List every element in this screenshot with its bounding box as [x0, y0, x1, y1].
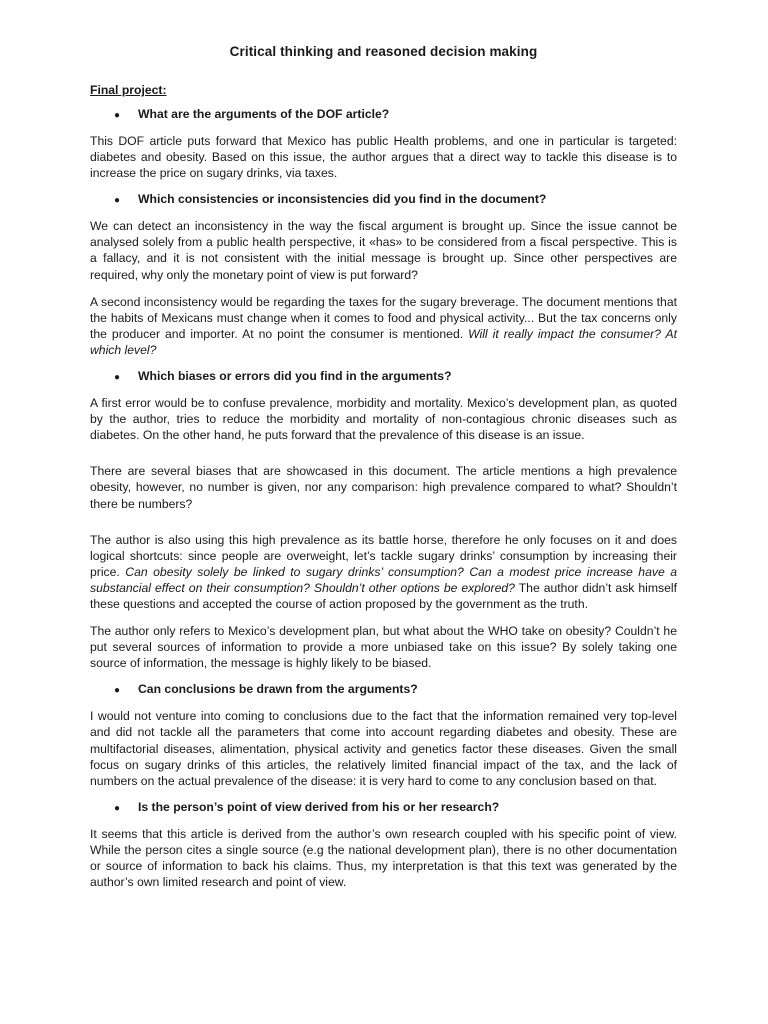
bullet-icon: ● — [114, 110, 121, 121]
question-text: Can conclusions be drawn from the arguments? — [138, 682, 418, 697]
question-heading — [90, 800, 677, 814]
answer-paragraph: I would not venture into coming to conclusions due to the fact that the information remained very top-level and did not tackle all the parameters that come into account regarding diabetes and obesity. These are multifactorial diseases, alimentation, physical activity and genetics factor these diseases. Given the small focus on sugary drinks of this articles, the relatively limited financial impact of the tax, and the lack of numbers on the actual prevalence of the disease: it is very hard to come to any conclusion based on that. — [90, 709, 677, 788]
question-text: Is the person’s point of view derived from his or her research? — [138, 799, 500, 814]
question-text: Which consistencies or inconsistencies did you find in the document? — [138, 192, 547, 207]
answer-paragraph: This DOF article puts forward that Mexico has public Health problems, and one in particular is targeted: diabetes and obesity. Based on this issue, the author argues that a direct way to tackle this disease is to increase the price on sugary drinks, via taxes. — [90, 134, 677, 181]
question-text: What are the arguments of the DOF article? — [138, 107, 390, 121]
answer-paragraph: A first error would be to confuse prevalence, morbidity and mortality. Mexico’s development plan, as quoted by the author, tries to reduce the morbidity and mortality of non-contagious chronic diseases such as diabetes. On the other hand, he puts forward that the prevalence of this disease is an issue. — [90, 396, 677, 443]
question-heading — [90, 107, 677, 121]
answer-paragraph: The author is also using this high prevalence as its battle horse, therefore he only focuses on it and does logical shortcuts: since people are overweight, let’s tackle sugary drinks’ consumption by increasing their price. Can obesity solely be linked to sugary drinks’ consumption? Can a modest price increase have a substancial effect on their consumption? Shouldn’t other options be explored? The author didn’t ask himself these questions and accepted the course of action proposed by the government as the truth. — [90, 532, 677, 611]
bullet-icon: ● — [114, 372, 121, 384]
final-project-label: Final project: — [90, 83, 167, 97]
answer-paragraph: The author only refers to Mexico’s development plan, but what about the WHO take on obesity? Couldn’t he put several sources of information to provide a more unbiased take on this issue? By solely taking one source of information, the message is highly likely to be biased. — [90, 624, 677, 671]
bullet-icon: ● — [114, 685, 121, 697]
answer-paragraph: A second inconsistency would be regarding the taxes for the sugary breverage. The document mentions that the habits of Mexicans must change when it comes to food and physical activity... But the tax concerns only the producer and importer. At no point the consumer is mentioned. Will it really impact the consumer? At which level? — [90, 294, 677, 357]
document-title: Critical thinking and reasoned decision making — [229, 44, 538, 59]
question-text: Which biases or errors did you find in the arguments? — [138, 369, 452, 384]
italic-question: Will it really impact the consumer? At which level? — [90, 326, 677, 357]
answer-paragraph: We can detect an inconsistency in the way the fiscal argument is brought up. Since the issue cannot be analysed solely from a public health perspective, it «has» to be considered from a fiscal perspective. This is a fallacy, and it is not consistent with the initial message is brought up. Since other perspectives are required, why only the monetary point of view is put forward? — [90, 219, 677, 282]
answer-paragraph: It seems that this article is derived from the author’s own research coupled with his specific point of view. While the person cites a single source (e.g the national development plan), there is no other documentation or source of information to back his claims. Thus, my interpretation is that this text was generated by the author’s own limited research and point of view. — [90, 826, 677, 890]
bullet-icon: ● — [114, 195, 121, 207]
answer-paragraph: There are several biases that are showcased in this document. The article mentions a high prevalence obesity, however, no number is given, nor any comparison: high prevalence compared to what? Shouldn’t there be numbers? — [90, 464, 677, 511]
italic-question: Can obesity solely be linked to sugary drinks’ consumption? Can a modest price increase have a substancial effect on their consumption? Shouldn’t other options be explored? — [90, 564, 677, 595]
bullet-icon: ● — [114, 802, 121, 814]
document-page — [90, 44, 677, 901]
question-heading — [90, 682, 677, 696]
question-heading — [90, 369, 677, 383]
question-heading — [90, 192, 677, 206]
